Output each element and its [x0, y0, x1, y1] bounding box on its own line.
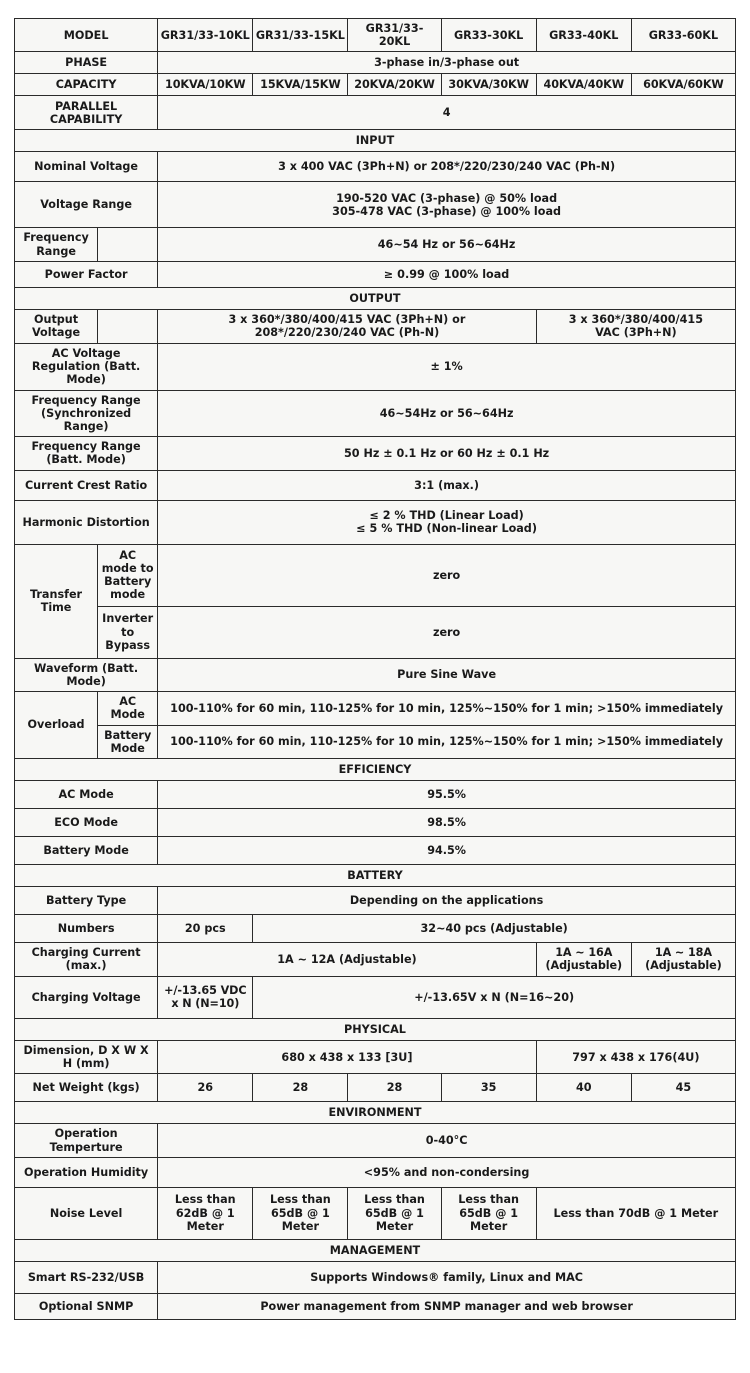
table-row-transfer-time-inverter-to-bypass — [15, 606, 736, 658]
row-label-battery-type: Battery Type — [15, 886, 158, 914]
row-label-operation-humidity: Operation Humidity — [15, 1157, 158, 1187]
value-dimension-left: 680 x 438 x 133 [3U] — [158, 1040, 537, 1073]
row-label-optional-snmp: Optional SNMP — [15, 1293, 158, 1319]
value-capacity-2: 15KVA/15KW — [253, 74, 348, 96]
row-label-operation-temperature: Operation Temperture — [15, 1124, 158, 1157]
table-row-nominal-voltage — [15, 152, 736, 182]
value-noise-level-4: Less than 65dB @ 1 Meter — [441, 1187, 536, 1239]
section-title-physical: PHYSICAL — [15, 1018, 736, 1040]
value-net-weight-4: 35 — [441, 1074, 536, 1102]
row-label-charging-voltage: Charging Voltage — [15, 976, 158, 1018]
value-transfer-inverter-to-bypass: zero — [158, 606, 736, 658]
value-charging-current-60kl: 1A ~ 18A (Adjustable) — [631, 942, 735, 976]
value-overload-ac-mode: 100-110% for 60 min, 110-125% for 10 min, 125%~150% for 1 min; >150% immediately — [158, 692, 736, 725]
section-title-efficiency: EFFICIENCY — [15, 758, 736, 780]
model-header-2: GR31/33-15KL — [253, 19, 348, 52]
table-row-noise-level — [15, 1187, 736, 1239]
table-row-efficiency-ac-mode — [15, 780, 736, 808]
table-row-battery-numbers — [15, 914, 736, 942]
table-row-waveform — [15, 658, 736, 691]
voltage-range-line-1: 190-520 VAC (3-phase) @ 50% load — [336, 191, 558, 205]
row-label-net-weight: Net Weight (kgs) — [15, 1074, 158, 1102]
table-row-transfer-time-ac-to-battery — [15, 544, 736, 606]
section-header-environment — [15, 1102, 736, 1124]
row-label-efficiency-ac-mode: AC Mode — [15, 780, 158, 808]
section-header-efficiency — [15, 758, 736, 780]
table-row-frequency-synchronized — [15, 390, 736, 437]
value-phase: 3-phase in/3-phase out — [158, 52, 736, 74]
table-row-charging-voltage — [15, 976, 736, 1018]
row-label-efficiency-battery-mode: Battery Mode — [15, 836, 158, 864]
harmonic-line-1: ≤ 2 % THD (Linear Load) — [369, 508, 524, 522]
table-row-operation-humidity — [15, 1157, 736, 1187]
table-row-parallel-capability — [15, 96, 736, 130]
table-row-smart-rs232-usb — [15, 1261, 736, 1293]
table-row-battery-type — [15, 886, 736, 914]
section-title-battery: BATTERY — [15, 864, 736, 886]
model-header-4: GR33-30KL — [441, 19, 536, 52]
table-row-frequency-battery-mode — [15, 437, 736, 470]
value-capacity-3: 20KVA/20KW — [348, 74, 441, 96]
table-row-net-weight — [15, 1074, 736, 1102]
row-label-model: MODEL — [15, 19, 158, 52]
value-noise-level-3: Less than 65dB @ 1 Meter — [348, 1187, 441, 1239]
table-row-operation-temperature — [15, 1124, 736, 1157]
row-label-charging-current: Charging Current (max.) — [15, 942, 158, 976]
section-header-physical — [15, 1018, 736, 1040]
table-row-voltage-range — [15, 182, 736, 228]
output-voltage-left-line-1: 3 x 360*/380/400/415 VAC (3Ph+N) or — [228, 313, 466, 327]
value-capacity-4: 30KVA/30KW — [441, 74, 536, 96]
table-row-input-frequency-range — [15, 228, 736, 261]
value-dimension-right: 797 x 438 x 176(4U) — [536, 1040, 735, 1073]
section-header-management — [15, 1239, 736, 1261]
row-label-output-voltage: Output Voltage — [15, 309, 98, 343]
value-efficiency-eco-mode: 98.5% — [158, 808, 736, 836]
row-label-waveform: Waveform (Batt. Mode) — [15, 658, 158, 691]
section-title-environment: ENVIRONMENT — [15, 1102, 736, 1124]
value-power-factor: ≥ 0.99 @ 100% load — [158, 261, 736, 287]
value-frequency-synchronized: 46~54Hz or 56~64Hz — [158, 390, 736, 437]
row-label-input-frequency-range: Frequency Range — [15, 228, 98, 261]
row-label-parallel-capability: PARALLEL CAPABILITY — [15, 96, 158, 130]
row-sublabel-ac-to-battery: AC mode to Battery mode — [98, 544, 158, 606]
table-row-power-factor — [15, 261, 736, 287]
harmonic-line-2: ≤ 5 % THD (Non-linear Load) — [356, 522, 537, 536]
value-noise-level-5: Less than 70dB @ 1 Meter — [536, 1187, 735, 1239]
value-net-weight-5: 40 — [536, 1074, 631, 1102]
table-row-dimension — [15, 1040, 736, 1073]
table-row-efficiency-eco-mode — [15, 808, 736, 836]
value-operation-temperature: 0-40°C — [158, 1124, 736, 1157]
row-label-dimension: Dimension, D X W X H (mm) — [15, 1040, 158, 1073]
table-row-current-crest-ratio — [15, 470, 736, 500]
row-label-frequency-synchronized: Frequency Range (Synchronized Range) — [15, 390, 158, 437]
value-capacity-6: 60KVA/60KW — [631, 74, 735, 96]
value-charging-voltage-rest: +/-13.65V x N (N=16~20) — [253, 976, 736, 1018]
section-header-output — [15, 287, 736, 309]
value-overload-battery-mode: 100-110% for 60 min, 110-125% for 10 min, 125%~150% for 1 min; >150% immediately — [158, 725, 736, 758]
row-label-current-crest-ratio: Current Crest Ratio — [15, 470, 158, 500]
row-sublabel-inverter-to-bypass: Inverter to Bypass — [98, 606, 158, 658]
spacer-output-voltage — [98, 309, 158, 343]
row-label-phase: PHASE — [15, 52, 158, 74]
value-nominal-voltage: 3 x 400 VAC (3Ph+N) or 208*/220/230/240 VAC (Ph-N) — [158, 152, 736, 182]
value-operation-humidity: <95% and non-condersing — [158, 1157, 736, 1187]
section-title-output: OUTPUT — [15, 287, 736, 309]
row-label-voltage-range: Voltage Range — [15, 182, 158, 228]
value-waveform: Pure Sine Wave — [158, 658, 736, 691]
table-row-output-voltage — [15, 309, 736, 343]
value-voltage-range — [158, 182, 736, 228]
row-label-efficiency-eco-mode: ECO Mode — [15, 808, 158, 836]
row-label-nominal-voltage: Nominal Voltage — [15, 152, 158, 182]
row-label-transfer-time: Transfer Time — [15, 544, 98, 658]
value-frequency-battery-mode: 50 Hz ± 0.1 Hz or 60 Hz ± 0.1 Hz — [158, 437, 736, 470]
section-header-input — [15, 130, 736, 152]
model-header-3: GR31/33-20KL — [348, 19, 441, 52]
value-optional-snmp: Power management from SNMP manager and web browser — [158, 1293, 736, 1319]
table-row-overload-ac-mode — [15, 692, 736, 725]
output-voltage-left-line-2: 208*/220/230/240 VAC (Ph-N) — [254, 326, 440, 340]
value-harmonic-distortion — [158, 500, 736, 544]
value-noise-level-1: Less than 62dB @ 1 Meter — [158, 1187, 253, 1239]
value-smart-rs232-usb: Supports Windows® family, Linux and MAC — [158, 1261, 736, 1293]
spacer-input-frequency-range — [98, 228, 158, 261]
voltage-range-line-2: 305-478 VAC (3-phase) @ 100% load — [332, 204, 562, 218]
value-charging-voltage-first: +/-13.65 VDC x N (N=10) — [158, 976, 253, 1018]
model-header-6: GR33-60KL — [631, 19, 735, 52]
value-transfer-ac-to-battery: zero — [158, 544, 736, 606]
model-header-1: GR31/33-10KL — [158, 19, 253, 52]
row-label-battery-numbers: Numbers — [15, 914, 158, 942]
value-ac-voltage-regulation: ± 1% — [158, 343, 736, 390]
row-sublabel-overload-ac-mode: AC Mode — [98, 692, 158, 725]
value-current-crest-ratio: 3:1 (max.) — [158, 470, 736, 500]
output-voltage-right-line-1: 3 x 360*/380/400/415 — [568, 313, 703, 327]
row-sublabel-overload-battery-mode: Battery Mode — [98, 725, 158, 758]
value-battery-numbers-rest: 32~40 pcs (Adjustable) — [253, 914, 736, 942]
table-row-harmonic-distortion — [15, 500, 736, 544]
row-label-frequency-battery-mode: Frequency Range (Batt. Mode) — [15, 437, 158, 470]
row-label-overload: Overload — [15, 692, 98, 759]
output-voltage-right-line-2: VAC (3Ph+N) — [595, 326, 677, 340]
section-title-management: MANAGEMENT — [15, 1239, 736, 1261]
row-label-power-factor: Power Factor — [15, 261, 158, 287]
table-row-model — [15, 19, 736, 52]
value-charging-current-40kl: 1A ~ 16A (Adjustable) — [536, 942, 631, 976]
row-label-harmonic-distortion: Harmonic Distortion — [15, 500, 158, 544]
value-efficiency-ac-mode: 95.5% — [158, 780, 736, 808]
value-input-frequency-range: 46~54 Hz or 56~64Hz — [158, 228, 736, 261]
value-efficiency-battery-mode: 94.5% — [158, 836, 736, 864]
table-row-phase — [15, 52, 736, 74]
value-noise-level-2: Less than 65dB @ 1 Meter — [253, 1187, 348, 1239]
table-row-charging-current — [15, 942, 736, 976]
table-row-efficiency-battery-mode — [15, 836, 736, 864]
value-capacity-1: 10KVA/10KW — [158, 74, 253, 96]
value-net-weight-3: 28 — [348, 1074, 441, 1102]
row-label-ac-voltage-regulation: AC Voltage Regulation (Batt. Mode) — [15, 343, 158, 390]
value-charging-current-main: 1A ~ 12A (Adjustable) — [158, 942, 537, 976]
value-battery-numbers-first: 20 pcs — [158, 914, 253, 942]
table-row-ac-voltage-regulation — [15, 343, 736, 390]
row-label-capacity: CAPACITY — [15, 74, 158, 96]
value-net-weight-2: 28 — [253, 1074, 348, 1102]
value-output-voltage-left — [158, 309, 537, 343]
value-net-weight-1: 26 — [158, 1074, 253, 1102]
value-output-voltage-right — [536, 309, 735, 343]
section-title-input: INPUT — [15, 130, 736, 152]
ups-specification-table — [14, 18, 736, 1320]
value-parallel-capability: 4 — [158, 96, 736, 130]
table-row-optional-snmp — [15, 1293, 736, 1319]
value-net-weight-6: 45 — [631, 1074, 735, 1102]
row-label-smart-rs232-usb: Smart RS-232/USB — [15, 1261, 158, 1293]
row-label-noise-level: Noise Level — [15, 1187, 158, 1239]
value-capacity-5: 40KVA/40KW — [536, 74, 631, 96]
section-header-battery — [15, 864, 736, 886]
model-header-5: GR33-40KL — [536, 19, 631, 52]
value-battery-type: Depending on the applications — [158, 886, 736, 914]
table-row-capacity — [15, 74, 736, 96]
table-row-overload-battery-mode — [15, 725, 736, 758]
